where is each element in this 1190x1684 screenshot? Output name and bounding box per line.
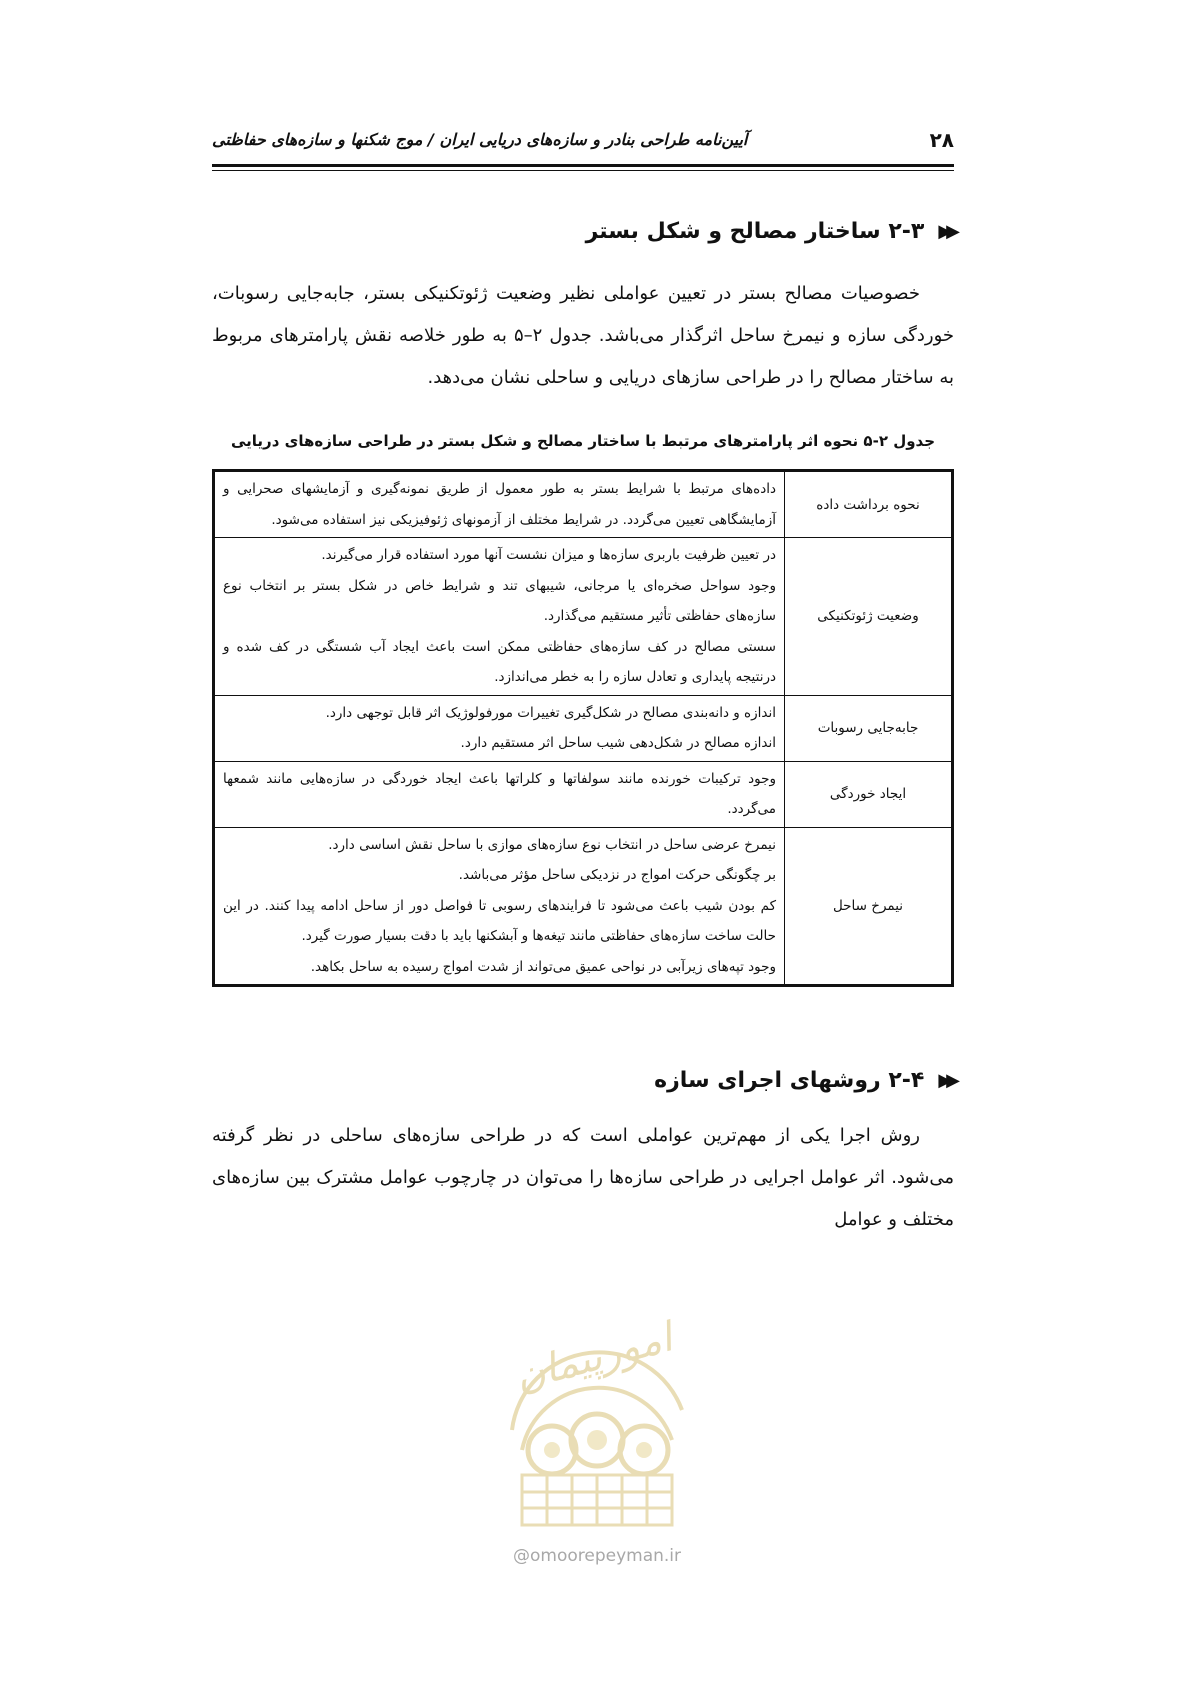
section-title: ۲-۳ ساختار مصالح و شکل بستر (585, 219, 925, 244)
description-line: وجود ترکیبات خورنده مانند سولفاتها و کلراتها باعث ایجاد خوردگی در سازه‌هایی مانند شمعها می‌گردد. (223, 770, 776, 817)
description-line: اندازه مصالح در شکل‌دهی شیب ساحل اثر مستقیم دارد. (460, 735, 776, 751)
table-row (214, 761, 953, 827)
section-heading-2-3 (586, 219, 954, 244)
parameter-description-cell (214, 827, 785, 986)
table-row (214, 538, 953, 696)
table-caption: جدول ۲-۵ نحوه اثر پارامترهای مرتبط با ساختار مصالح و شکل بستر در طراحی سازه‌های دریایی (230, 432, 936, 450)
watermark-url: @omoorepeyman.ir (512, 1546, 682, 1566)
table-row (214, 695, 953, 761)
table-body (214, 471, 953, 986)
header-rule-thick (212, 164, 954, 167)
description-line: وجود تپه‌های زیرآبی در نواحی عمیق می‌تواند از شدت امواج رسیده به ساحل بکاهد. (310, 958, 776, 975)
body-paragraph: خصوصیات مصالح بستر در تعیین عواملی نظیر وضعیت ژئوتکنیکی بستر، جابه‌جایی رسوبات، خوردگی سازه و نیمرخ ساحل اثرگذار می‌باشد. جدول ۲–۵ به طور خلاصه نقش پارامترهای مربوط به ساختار مصالح را در طراحی سازهای دریایی و ساحلی نشان می‌دهد. (212, 283, 954, 388)
parameter-name-cell: وضعیت ژئوتکنیکی (785, 538, 953, 696)
table-row (214, 827, 953, 986)
parameters-table-wrapper (212, 469, 954, 987)
parameter-description-cell (214, 471, 785, 538)
description-line: در تعیین ظرفیت باربری سازه‌ها و میزان نشست آنها مورد استفاده قرار می‌گیرند. (321, 547, 776, 563)
parameter-name-cell: نحوه برداشت داده (785, 471, 953, 538)
parameter-name-cell: ایجاد خوردگی (785, 761, 953, 827)
parameter-description-cell (214, 538, 785, 696)
parameter-description-cell (214, 761, 785, 827)
parameter-name-cell: جابه‌جایی رسوبات (785, 695, 953, 761)
svg-text:امورپیمان: امورپیمان (510, 1314, 678, 1401)
running-header (212, 128, 954, 162)
double-arrow-bullet-icon: ▶▶ (938, 1070, 954, 1091)
description-line: وجود سواحل صخره‌ای یا مرجانی، شیبهای تند و شرایط خاص در شکل بستر بر انتخاب نوع سازه‌های حفاظتی تأثیر مستقیم می‌گذارد. (223, 577, 776, 624)
table-row (214, 471, 953, 538)
section-title: ۲-۴ روشهای اجرای سازه (654, 1068, 925, 1093)
description-line: بر چگونگی حرکت امواج در نزدیکی ساحل مؤثر می‌باشد. (458, 867, 776, 883)
double-arrow-bullet-icon: ▶▶ (938, 221, 954, 242)
description-line: اندازه و دانه‌بندی مصالح در شکل‌گیری تغییرات مورفولوژیک اثر قابل توجهی دارد. (325, 704, 776, 721)
header-rule-thin (212, 170, 954, 171)
section-heading-2-4 (654, 1068, 954, 1093)
description-line: سستی مصالح در کف سازه‌های حفاظتی ممکن است باعث ایجاد آب شستگی در کف شده و درنتیجه پایداری و تعادل سازه را به خطر می‌اندازد. (223, 638, 776, 685)
body-paragraph: روش اجرا یکی از مهم‌ترین عواملی است که در طراحی سازه‌های ساحلی در نظر گرفته می‌شود. اثر عوامل اجرایی در طراحی سازه‌ها را می‌توان در چارچوب عوامل مشترک بین سازه‌های مختلف و عوامل (212, 1125, 954, 1230)
parameters-table (212, 469, 954, 987)
description-line: کم بودن شیب باعث می‌شود تا فرایندهای رسوبی تا فواصل دور از ساحل ادامه پیدا کنند. در این حالت ساخت سازه‌های حفاظتی مانند تیغه‌ها و آبشکنها باید با دقت بسیار صورت گیرد. (223, 897, 776, 944)
page-number: ۲۸ (929, 128, 954, 152)
parameter-description-cell (214, 695, 785, 761)
watermark-logo-icon (482, 1300, 712, 1550)
parameter-name-cell: نیمرخ ساحل (785, 827, 953, 986)
description-line: نیمرخ عرضی ساحل در انتخاب نوع سازه‌های موازی با ساحل نقش اساسی دارد. (328, 836, 776, 853)
description-line: داده‌های مرتبط با شرایط بستر به طور معمول از طریق نمونه‌گیری و آزمایشهای صحرایی و آزمایشگاهی تعیین می‌گردد. در شرایط مختلف از آزمونهای ژئوفیزیکی نیز استفاده می‌شود. (223, 481, 776, 528)
running-title: آیین‌نامه طراحی بنادر و سازه‌های دریایی ایران / موج شکنها و سازه‌های حفاظتی (212, 130, 748, 149)
